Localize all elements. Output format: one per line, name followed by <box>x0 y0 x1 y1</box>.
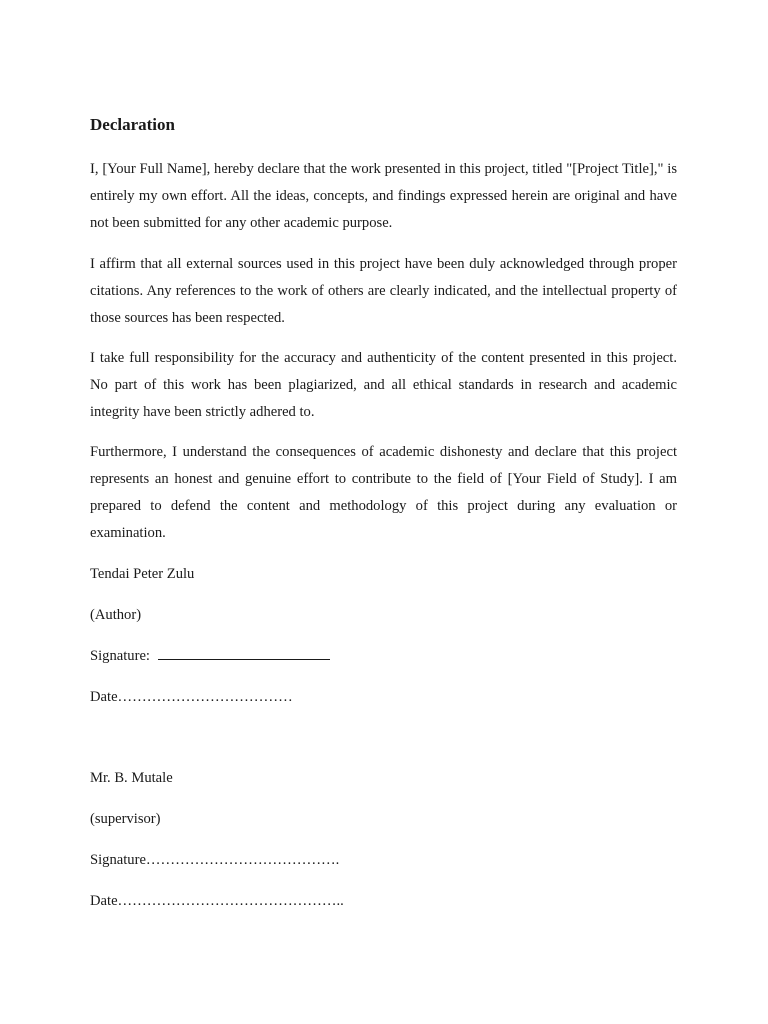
author-role: (Author) <box>90 607 142 623</box>
declaration-paragraph-2: I affirm that all external sources used in this project have been duly acknowledged through proper citations. Any references to the work of others are clearly indicated, and the intellectual property of those sources has been respected. <box>90 256 677 326</box>
author-signature-label: Signature: <box>90 648 154 664</box>
supervisor-signature-line: Signature…………………………………. <box>90 852 340 868</box>
supervisor-name: Mr. B. Mutale <box>90 770 173 786</box>
declaration-paragraph-1: I, [Your Full Name], hereby declare that the work presented in this project, titled "[Project Title]," is entirely my own effort. All the ideas, concepts, and findings expressed herein are original and have not been submitted for any other academic purpose. <box>90 161 677 231</box>
page-title: Declaration <box>90 115 175 134</box>
author-date-line: Date……………………………… <box>90 689 293 705</box>
supervisor-role: (supervisor) <box>90 811 161 827</box>
author-name: Tendai Peter Zulu <box>90 566 195 582</box>
author-signature-underline <box>158 645 330 660</box>
supervisor-date-line: Date……………………………………….. <box>90 893 344 909</box>
declaration-paragraph-4: Furthermore, I understand the consequences of academic dishonesty and declare that this project represents an honest and genuine effort to contribute to the field of [Your Field of Study]. I am prepared to defend the content and methodology of this project during any evaluation or examination. <box>90 444 677 541</box>
declaration-paragraph-3: I take full responsibility for the accuracy and authenticity of the content presented in this project. No part of this work has been plagiarized, and all ethical standards in research and academic integrity have been strictly adhered to. <box>90 350 677 420</box>
author-signature-line <box>90 645 330 667</box>
